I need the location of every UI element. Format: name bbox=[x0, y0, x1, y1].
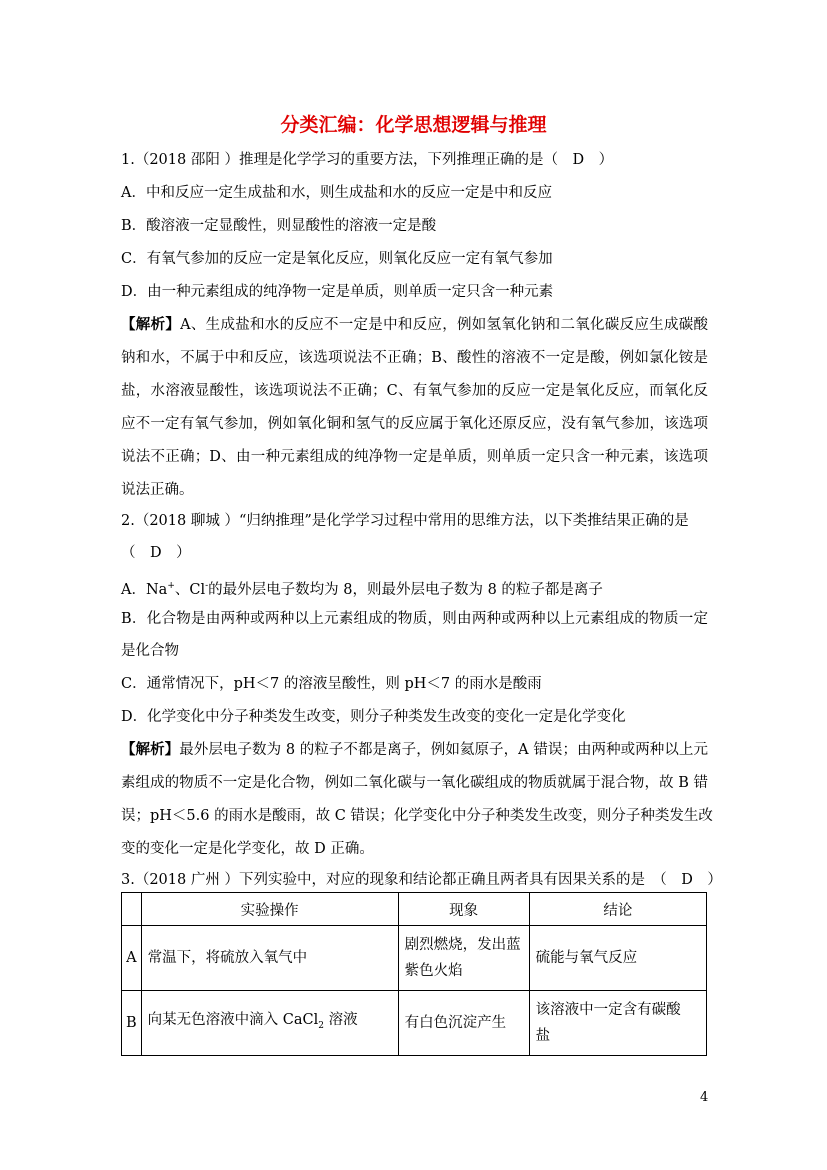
row-label: B bbox=[122, 991, 142, 1056]
q1-analysis-line: 盐，水溶液显酸性，该选项说法不正确；C、有氧气参加的反应一定是氧化反应，而氧化反 bbox=[121, 383, 708, 399]
table-header: 实验操作 bbox=[141, 893, 398, 926]
analysis-tag: 【解析】 bbox=[121, 741, 180, 758]
q1-analysis-line: 说法不正确；D、由一种元素组成的纯净物一定是单质，则单质一定只含一种元素，该选项 bbox=[121, 449, 708, 465]
subscript: 2 bbox=[318, 1020, 324, 1031]
text: 、Cl bbox=[174, 581, 206, 598]
q2-analysis-line: 素组成的物质不一定是化合物，例如二氧化碳与一氧化碳组成的物质就属于混合物，故 B 错 bbox=[121, 775, 708, 791]
q1-analysis-line: 应不一定有氧气参加，例如氧化铜和氢气的反应属于氧化还原反应，没有氧气参加，该选项 bbox=[121, 416, 708, 432]
superscript: - bbox=[205, 581, 209, 591]
q2-analysis-line: 误；pH＜5.6 的雨水是酸雨，故 C 错误；化学变化中分子种类发生改变，则分子种类发生改 bbox=[121, 808, 713, 824]
cell-line: 紫色火焰 bbox=[404, 963, 463, 979]
table-cell bbox=[529, 991, 706, 1056]
q1-analysis-line bbox=[121, 315, 708, 335]
q2-analysis-line: 变的变化一定是化学变化，故 D 正确。 bbox=[121, 841, 374, 857]
table-header bbox=[122, 893, 142, 926]
q2-option-d: D．化学变化中分子种类发生改变，则分子种类发生改变的变化一定是化学变化 bbox=[121, 709, 626, 725]
text: 向某无色溶液中滴入 CaCl bbox=[147, 1012, 319, 1029]
table-cell bbox=[141, 991, 398, 1056]
q2-option-b: B．化合物是由两种或两种以上元素组成的物质，则由两种或两种以上元素组成的物质一定 bbox=[121, 611, 708, 627]
table-cell bbox=[398, 926, 529, 991]
text: 的最外层电子数均为 8，则最外层电子数为 8 的粒子都是离子 bbox=[208, 581, 603, 598]
q2-stem-answer: （ D ） bbox=[121, 545, 191, 561]
table-row bbox=[122, 991, 707, 1056]
q1-option-d: D．由一种元素组成的纯净物一定是单质，则单质一定只含一种元素 bbox=[121, 284, 554, 300]
row-label: A bbox=[122, 926, 142, 991]
q3-stem: 3.（2018 广州 ）下列实验中，对应的现象和结论都正确且两者具有因果关系的是 （ D ） bbox=[121, 872, 722, 888]
table-cell: 常温下，将硫放入氧气中 bbox=[141, 926, 398, 991]
experiment-table bbox=[121, 892, 707, 1056]
q1-analysis-line: 说法正确。 bbox=[121, 482, 194, 498]
table-header: 现象 bbox=[398, 893, 529, 926]
table-header-row bbox=[122, 893, 707, 926]
table-cell: 有白色沉淀产生 bbox=[398, 991, 529, 1056]
q2-analysis-line bbox=[121, 740, 708, 760]
table-row bbox=[122, 926, 707, 991]
q2-stem: 2.（2018 聊城 ）“归纳推理”是化学学习过程中常用的思维方法，以下类推结果正确的是 bbox=[121, 513, 689, 529]
q1-option-a: A．中和反应一定生成盐和水，则生成盐和水的反应一定是中和反应 bbox=[121, 185, 552, 201]
q2-option-a bbox=[121, 576, 603, 600]
text: 溶液 bbox=[323, 1012, 358, 1029]
cell-line: 盐 bbox=[535, 1028, 551, 1044]
text: A．Na bbox=[121, 581, 168, 598]
superscript: + bbox=[167, 581, 175, 591]
q1-analysis-text: A、生成盐和水的反应不一定是中和反应，例如氢氧化钠和二氧化碳反应生成碳酸 bbox=[180, 317, 709, 333]
cell-line: 该溶液中一定含有碳酸 bbox=[535, 1002, 681, 1018]
cell-line: 剧烈燃烧，发出蓝 bbox=[404, 937, 521, 953]
q1-option-c: C．有氧气参加的反应一定是氧化反应，则氧化反应一定有氧气参加 bbox=[121, 251, 553, 267]
table-cell: 硫能与氧气反应 bbox=[529, 926, 706, 991]
q1-option-b: B．酸溶液一定显酸性，则显酸性的溶液一定是酸 bbox=[121, 218, 437, 234]
page-number: 4 bbox=[700, 1090, 709, 1105]
analysis-tag: 【解析】 bbox=[121, 316, 181, 333]
q2-option-b-cont: 是化合物 bbox=[121, 643, 179, 659]
q2-option-c: C．通常情况下，pH＜7 的溶液呈酸性，则 pH＜7 的雨水是酸雨 bbox=[121, 676, 542, 692]
page-title: 分类汇编：化学思想逻辑与推理 bbox=[280, 114, 547, 136]
q1-stem: 1.（2018 邵阳 ）推理是化学学习的重要方法，下列推理正确的是（ D ） bbox=[121, 152, 614, 168]
q2-analysis-text: 最外层电子数为 8 的粒子不都是离子，例如氦原子，A 错误；由两种或两种以上元 bbox=[179, 742, 708, 758]
q1-analysis-line: 钠和水，不属于中和反应，该选项说法不正确；B、酸性的溶液不一定是酸，例如氯化铵是 bbox=[121, 350, 708, 366]
table-header: 结论 bbox=[529, 893, 706, 926]
